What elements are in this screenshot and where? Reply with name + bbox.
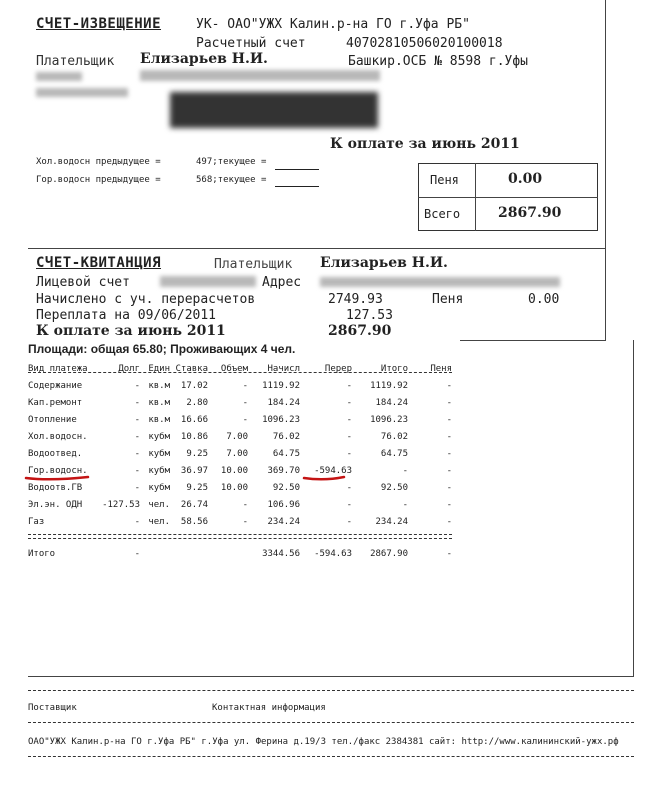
notice-totals-hdiv (418, 197, 598, 198)
table-cell: чел. (148, 516, 170, 527)
table-cell: 1096.23 (370, 414, 408, 425)
total-separator-top (28, 534, 452, 535)
receipt-due-label: К оплате за июнь 2011 (36, 323, 226, 339)
col-header: Един (148, 363, 170, 374)
table-cell: - (446, 397, 452, 408)
table-cell: 10.00 (220, 482, 248, 493)
table-cell: - (134, 516, 140, 527)
hot-water-reading-label: Гор.водосн предыдущее = (36, 175, 161, 185)
total-separator-top2 (28, 538, 452, 539)
table-cell: - (134, 482, 140, 493)
table-cell: кубм (148, 482, 170, 493)
table-cell: - (134, 380, 140, 391)
table-cell: -127.53 (102, 499, 140, 510)
table-cell: 234.24 (375, 516, 408, 527)
table-row (28, 513, 452, 530)
accrued-value: 2749.93 (328, 292, 383, 307)
col-header: Объем (220, 363, 248, 374)
notice-company: УК- ОАО"УЖХ Калин.р-на ГО г.Уфа РБ" (196, 17, 470, 32)
table-cell: Содержание (28, 380, 83, 391)
table-cell: - (242, 397, 248, 408)
table-cell: кубм (148, 431, 170, 442)
receipt-payer-name: Елизарьев Н.И. (320, 255, 448, 271)
table-cell: 1096.23 (262, 414, 300, 425)
table-row (28, 411, 452, 428)
table-cell: - (242, 516, 248, 527)
col-header: Долг (118, 363, 140, 374)
table-cell: Хол.водосн. (28, 431, 88, 442)
redacted-notice-line1a (36, 72, 82, 81)
col-header: Ставка (175, 363, 208, 374)
table-cell: кв.м (148, 414, 170, 425)
notice-payer-name: Елизарьев Н.И. (140, 51, 268, 67)
table-row (28, 377, 452, 394)
notice-due-heading: К оплате за июнь 2011 (330, 136, 520, 152)
table-cell: кв.м (148, 380, 170, 391)
receipt-payer-label: Плательщик (214, 257, 293, 272)
table-cell: Кап.ремонт (28, 397, 83, 408)
footer-rule-3 (28, 756, 634, 757)
notice-total-label: Всего (424, 207, 461, 221)
table-cell: 1119.92 (262, 380, 300, 391)
table-cell: - (134, 448, 140, 459)
hot-water-prev: 568;текущее = (196, 175, 267, 185)
table-cell: 184.24 (267, 397, 300, 408)
table-row (28, 462, 452, 479)
table-cell: - (346, 499, 352, 510)
table-cell: 184.24 (375, 397, 408, 408)
personal-account-label: Лицевой счет (36, 275, 130, 290)
table-cell: - (134, 431, 140, 442)
table-cell: 64.75 (272, 448, 300, 459)
table-cell: чел. (148, 499, 170, 510)
col-header: Начисл (267, 363, 300, 374)
notice-border-right (605, 0, 606, 248)
table-cell: -594.63 (314, 465, 352, 476)
address-label: Адрес (262, 275, 302, 290)
table-cell: кубм (148, 448, 170, 459)
table-cell: - (346, 431, 352, 442)
table-row (28, 394, 452, 411)
receipt-bottom (28, 676, 634, 677)
table-cell: 92.50 (380, 482, 408, 493)
table-cell: 17.02 (180, 380, 208, 391)
total-cell: -594.63 (314, 548, 352, 559)
table-cell: - (446, 380, 452, 391)
table-row (28, 445, 452, 462)
notice-title: СЧЕТ-ИЗВЕЩЕНИЕ (36, 16, 162, 32)
table-cell: - (446, 465, 452, 476)
table-cell: - (134, 397, 140, 408)
table-cell: - (242, 414, 248, 425)
total-cell: - (446, 548, 452, 559)
table-cell: - (446, 431, 452, 442)
table-cell: 369.70 (267, 465, 300, 476)
table-cell: 92.50 (272, 482, 300, 493)
cold-water-current-blank (275, 169, 319, 170)
table-header-row (28, 360, 452, 377)
totals-table (28, 545, 452, 562)
notice-penalty-label: Пеня (430, 173, 459, 187)
header-separator (28, 372, 452, 373)
footer-rule-2 (28, 722, 634, 723)
overpaid-label: Переплата на 09/06/2011 (36, 308, 217, 323)
redacted-notice-line2 (36, 88, 128, 97)
table-cell: - (242, 499, 248, 510)
table-cell: - (346, 448, 352, 459)
col-header: Итого (380, 363, 408, 374)
total-cell (208, 545, 248, 562)
hot-water-current-blank (275, 186, 319, 187)
table-cell: Эл.эн. ОДН (28, 499, 83, 510)
table-cell: - (446, 499, 452, 510)
total-cell: 2867.90 (370, 548, 408, 559)
table-cell: Газ (28, 516, 45, 527)
table-cell: - (346, 516, 352, 527)
table-cell: - (402, 499, 408, 510)
total-cell (170, 545, 208, 562)
receipt-penalty-label: Пеня (432, 292, 464, 307)
col-header: Перер (324, 363, 352, 374)
table-cell: 76.02 (380, 431, 408, 442)
table-cell: - (402, 465, 408, 476)
receipt-title: СЧЕТ-КВИТАНЦИЯ (36, 255, 162, 271)
total-cell: 3344.56 (262, 548, 300, 559)
table-cell: Водоотвед. (28, 448, 83, 459)
redacted-barcode (170, 92, 378, 128)
overpaid-value: 127.53 (346, 308, 393, 323)
accrued-label: Начислено с уч. перерасчетов (36, 292, 256, 307)
table-cell: - (346, 414, 352, 425)
table-cell: 2.80 (186, 397, 208, 408)
table-cell: 58.56 (180, 516, 208, 527)
services-table (28, 360, 452, 530)
notice-bank: Башкир.ОСБ № 8598 г.Уфы (348, 54, 529, 69)
table-row (28, 428, 452, 445)
total-row (28, 545, 452, 562)
table-cell: - (346, 380, 352, 391)
col-header: Пеня (430, 363, 452, 374)
total-cell: Итого (28, 548, 56, 559)
table-cell: 16.66 (180, 414, 208, 425)
table-cell: 9.25 (186, 448, 208, 459)
table-cell: Водоотв.ГВ (28, 482, 83, 493)
redacted-personal-account (160, 276, 256, 287)
table-cell: - (446, 448, 452, 459)
receipt-header-bottom (460, 340, 606, 341)
notice-divider (28, 248, 606, 249)
table-cell: кв.м (148, 397, 170, 408)
contact-label: Контактная информация (212, 703, 326, 713)
table-cell: - (346, 482, 352, 493)
redacted-address (320, 277, 560, 287)
table-cell: 10.86 (180, 431, 208, 442)
notice-payer-label: Плательщик (36, 54, 115, 69)
table-cell: - (446, 414, 452, 425)
table-cell: 1119.92 (370, 380, 408, 391)
table-cell: - (242, 380, 248, 391)
table-cell: - (134, 414, 140, 425)
table-cell: - (346, 397, 352, 408)
table-cell: Отопление (28, 414, 77, 425)
receipt-due-value: 2867.90 (328, 323, 392, 339)
table-cell: 26.74 (180, 499, 208, 510)
table-cell: 234.24 (267, 516, 300, 527)
total-cell: - (134, 548, 140, 559)
table-row (28, 496, 452, 513)
table-cell: 76.02 (272, 431, 300, 442)
cold-water-prev: 497;текущее = (196, 157, 267, 167)
supplier-label: Поставщик (28, 703, 77, 713)
area-residents-line: Площади: общая 65.80; Проживающих 4 чел. (28, 342, 296, 356)
notice-account-number: 40702810506020100018 (346, 36, 503, 51)
supplier-info-line: ОАО"УЖХ Калин.р-на ГО г.Уфа РБ" г.Уфа ул. Ферина д.19/3 тел./факс 2384381 сайт: http://www.калининский-ужх.рф (28, 737, 619, 747)
total-cell (140, 545, 170, 562)
col-header: Вид платежа (28, 363, 88, 374)
receipt-border-right-lower (633, 340, 634, 676)
footer-rule-1 (28, 690, 634, 691)
table-cell: 10.00 (220, 465, 248, 476)
table-cell: 64.75 (380, 448, 408, 459)
table-cell: 9.25 (186, 482, 208, 493)
table-cell: 7.00 (226, 431, 248, 442)
table-cell: 36.97 (180, 465, 208, 476)
table-cell: - (446, 482, 452, 493)
notice-account-label: Расчетный счет (196, 36, 306, 51)
receipt-penalty-value: 0.00 (528, 292, 560, 307)
table-row (28, 479, 452, 496)
table-cell: 106.96 (267, 499, 300, 510)
table-cell: 7.00 (226, 448, 248, 459)
table-cell: кубм (148, 465, 170, 476)
notice-total-value: 2867.90 (498, 205, 562, 221)
receipt-border-right (605, 248, 606, 340)
redacted-notice-line1b (140, 70, 380, 81)
notice-penalty-value: 0.00 (508, 171, 543, 187)
table-cell: Гор.водосн. (28, 465, 88, 476)
table-cell: - (134, 465, 140, 476)
cold-water-reading-label: Хол.водосн предыдущее = (36, 157, 161, 167)
table-cell: - (446, 516, 452, 527)
